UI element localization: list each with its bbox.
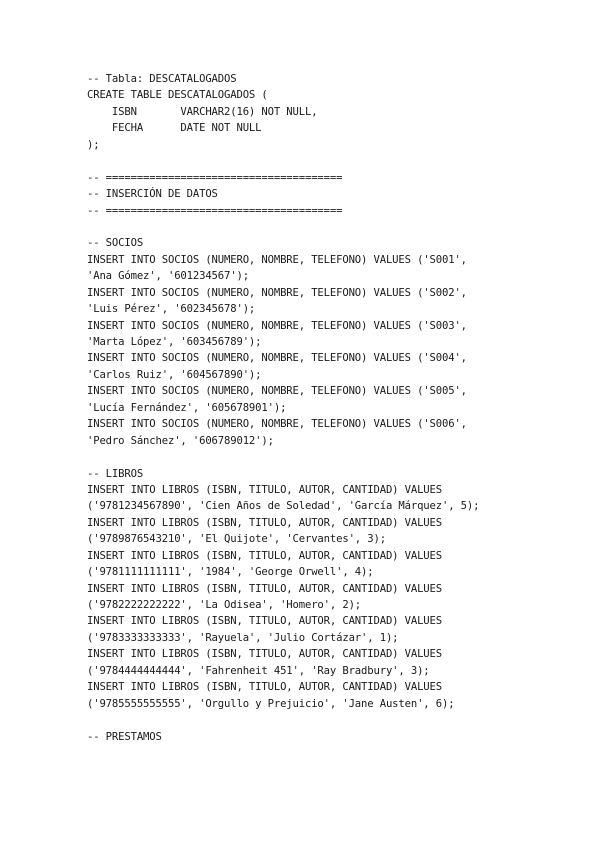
document-page [87,71,587,745]
code-line: -- SOCIOS [87,237,144,250]
blank-line [87,712,587,728]
code-line: INSERT INTO LIBROS (ISBN, TITULO, AUTOR, CANTIDAD) VALUES [87,681,442,694]
code-line: ); [87,138,100,151]
code-line: INSERT INTO SOCIOS (NUMERO, NOMBRE, TELEFONO) VALUES ('S004', [87,352,467,365]
code-line: INSERT INTO LIBROS (ISBN, TITULO, AUTOR, CANTIDAD) VALUES [87,648,442,661]
code-line: INSERT INTO SOCIOS (NUMERO, NOMBRE, TELEFONO) VALUES ('S002', [87,286,467,299]
code-line: INSERT INTO SOCIOS (NUMERO, NOMBRE, TELEFONO) VALUES ('S005', [87,385,467,398]
blank-line [87,153,587,169]
code-line: ('9789876543210', 'El Quijote', 'Cervantes', 3); [87,533,386,546]
code-line: INSERT INTO LIBROS (ISBN, TITULO, AUTOR, CANTIDAD) VALUES [87,615,442,628]
code-line: INSERT INTO LIBROS (ISBN, TITULO, AUTOR, CANTIDAD) VALUES [87,582,442,595]
code-line: -- ====================================== [87,204,343,217]
code-line: ('9782222222222', 'La Odisea', 'Homero', 2); [87,599,362,611]
code-line: ISBN VARCHAR2(16) NOT NULL, [87,105,318,118]
code-line: ('9783333333333', 'Rayuela', 'Julio Cortázar', 1); [87,631,399,644]
code-line: 'Carlos Ruiz', '604567890'); [87,368,262,381]
code-line: -- LIBROS [87,467,144,480]
code-line: -- INSERCIÓN DE DATOS [87,188,218,201]
code-line: ('9784444444444', 'Fahrenheit 451', 'Ray Bradbury', 3); [87,664,430,677]
code-line: INSERT INTO LIBROS (ISBN, TITULO, AUTOR, CANTIDAD) VALUES [87,483,442,496]
code-line: INSERT INTO SOCIOS (NUMERO, NOMBRE, TELEFONO) VALUES ('S001', [87,253,467,266]
code-line: CREATE TABLE DESCATALOGADOS ( [87,89,268,102]
code-line: -- ====================================== [87,171,343,184]
code-line: INSERT INTO SOCIOS (NUMERO, NOMBRE, TELEFONO) VALUES ('S003', [87,319,467,332]
code-line: 'Lucía Fernández', '605678901'); [87,401,287,414]
code-line: INSERT INTO LIBROS (ISBN, TITULO, AUTOR, CANTIDAD) VALUES [87,549,442,562]
code-line: ('9781111111111', '1984', 'George Orwell', 4); [87,566,374,579]
blank-line [87,219,587,235]
code-line: FECHA DATE NOT NULL [87,122,262,135]
code-line: 'Luis Pérez', '602345678'); [87,303,256,316]
code-line: 'Marta López', '603456789'); [87,336,262,348]
code-line: 'Pedro Sánchez', '606789012'); [87,434,274,447]
code-line: INSERT INTO LIBROS (ISBN, TITULO, AUTOR, CANTIDAD) VALUES [87,516,442,529]
blank-line [87,449,587,465]
sql-code-block [87,71,587,745]
code-line: 'Ana Gómez', '601234567'); [87,270,249,283]
code-line: ('9781234567890', 'Cien Años de Soledad', 'García Márquez', 5); [87,500,480,513]
code-line: -- PRESTAMOS [87,730,162,743]
code-line: -- Tabla: DESCATALOGADOS [87,73,237,85]
code-line: INSERT INTO SOCIOS (NUMERO, NOMBRE, TELEFONO) VALUES ('S006', [87,418,467,431]
code-line: ('9785555555555', 'Orgullo y Prejuicio', 'Jane Austen', 6); [87,697,455,710]
